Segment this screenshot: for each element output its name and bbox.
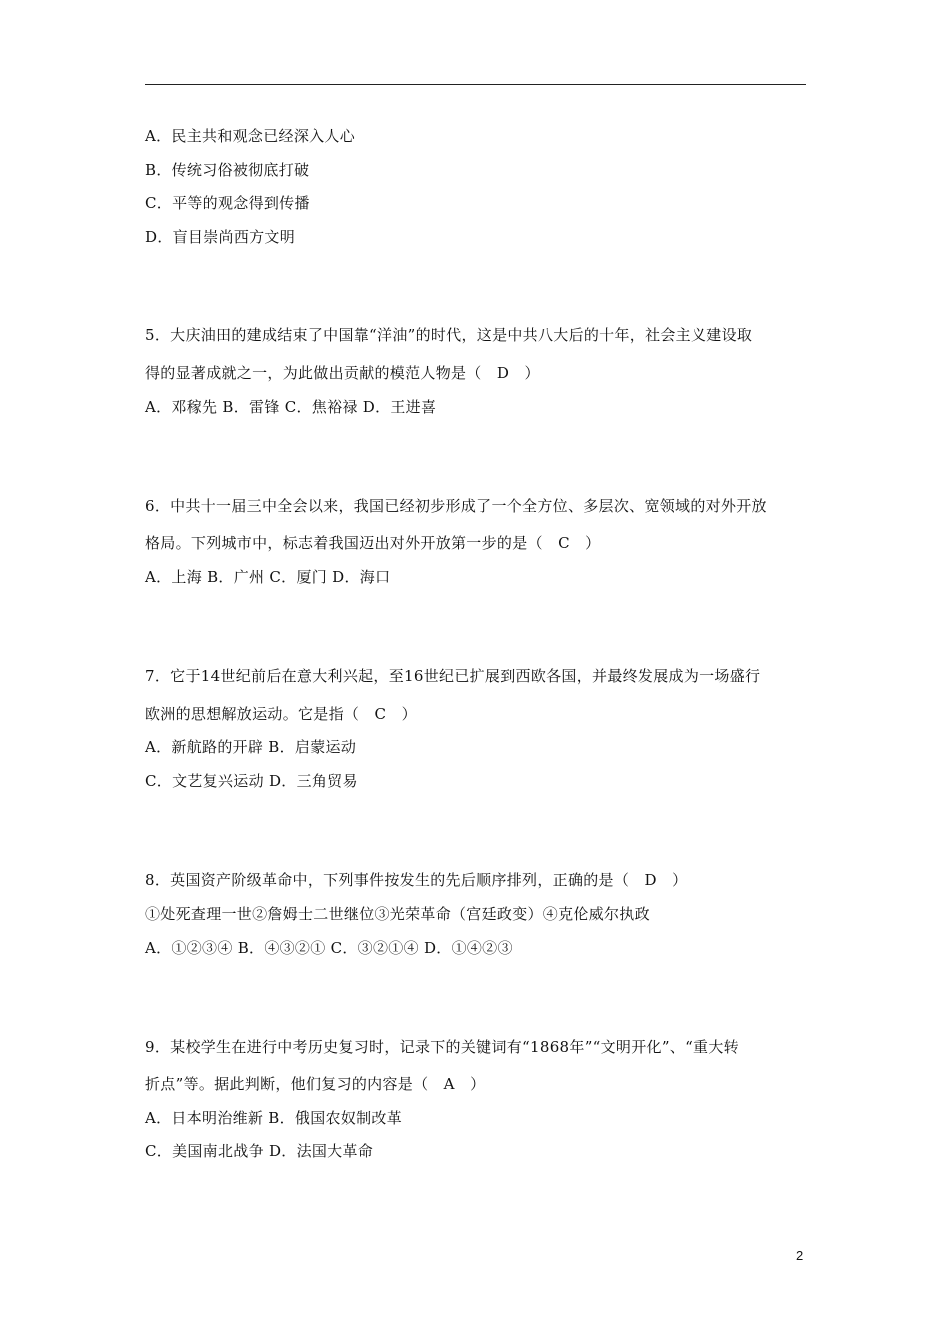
q9-options-ab: A．日本明治维新 B．俄国农奴制改革 xyxy=(145,1109,403,1127)
q6-options: A．上海 B．广州 C．厦门 D．海口 xyxy=(145,568,391,586)
q5-stem-line1: 5．大庆油田的建成结束了中国靠“洋油”的时代，这是中共八大后的十年，社会主义建设取 xyxy=(145,326,753,344)
q5-stem-line2: 得的显著成就之一，为此做出贡献的模范人物是（ D ） xyxy=(145,364,540,382)
q8-stem-line2: ①处死查理一世②詹姆士二世继位③光荣革命（宫廷政变）④克伦威尔执政 xyxy=(145,905,650,923)
q6-stem-line2: 格局。下列城市中，标志着我国迈出对外开放第一步的是（ C ） xyxy=(145,534,601,552)
q9-stem-line1: 9．某校学生在进行中考历史复习时，记录下的关键词有“1868年”“文明开化”、“重大转 xyxy=(145,1038,739,1056)
q9-options-cd: C．美国南北战争 D．法国大革命 xyxy=(145,1142,374,1160)
q6-stem-line1: 6．中共十一届三中全会以来，我国已经初步形成了一个全方位、多层次、宽领域的对外开放 xyxy=(145,497,767,515)
q5-options: A．邓稼先 B．雷锋 C．焦裕禄 D．王进喜 xyxy=(145,398,437,416)
header-rule xyxy=(145,84,806,85)
q7-stem-line2: 欧洲的思想解放运动。它是指（ C ） xyxy=(145,705,417,723)
q4-option-c: C．平等的观念得到传播 xyxy=(145,194,310,212)
q8-options: A．①②③④ B．④③②① C．③②①④ D．①④②③ xyxy=(145,939,513,957)
q9-stem-line2: 折点”等。据此判断，他们复习的内容是（ A ） xyxy=(145,1075,486,1093)
q8-stem-line1: 8．英国资产阶级革命中，下列事件按发生的先后顺序排列，正确的是（ D ） xyxy=(145,871,688,889)
q4-option-b: B．传统习俗被彻底打破 xyxy=(145,161,310,179)
q7-options-ab: A．新航路的开辟 B．启蒙运动 xyxy=(145,738,357,756)
q7-options-cd: C．文艺复兴运动 D．三角贸易 xyxy=(145,772,358,790)
q4-option-d: D．盲目崇尚西方文明 xyxy=(145,228,296,246)
page-number: 2 xyxy=(796,1248,804,1263)
q4-option-a: A．民主共和观念已经深入人心 xyxy=(145,127,356,145)
q7-stem-line1: 7．它于14世纪前后在意大利兴起，至16世纪已扩展到西欧各国，并最终发展成为一场盛行 xyxy=(145,667,761,685)
